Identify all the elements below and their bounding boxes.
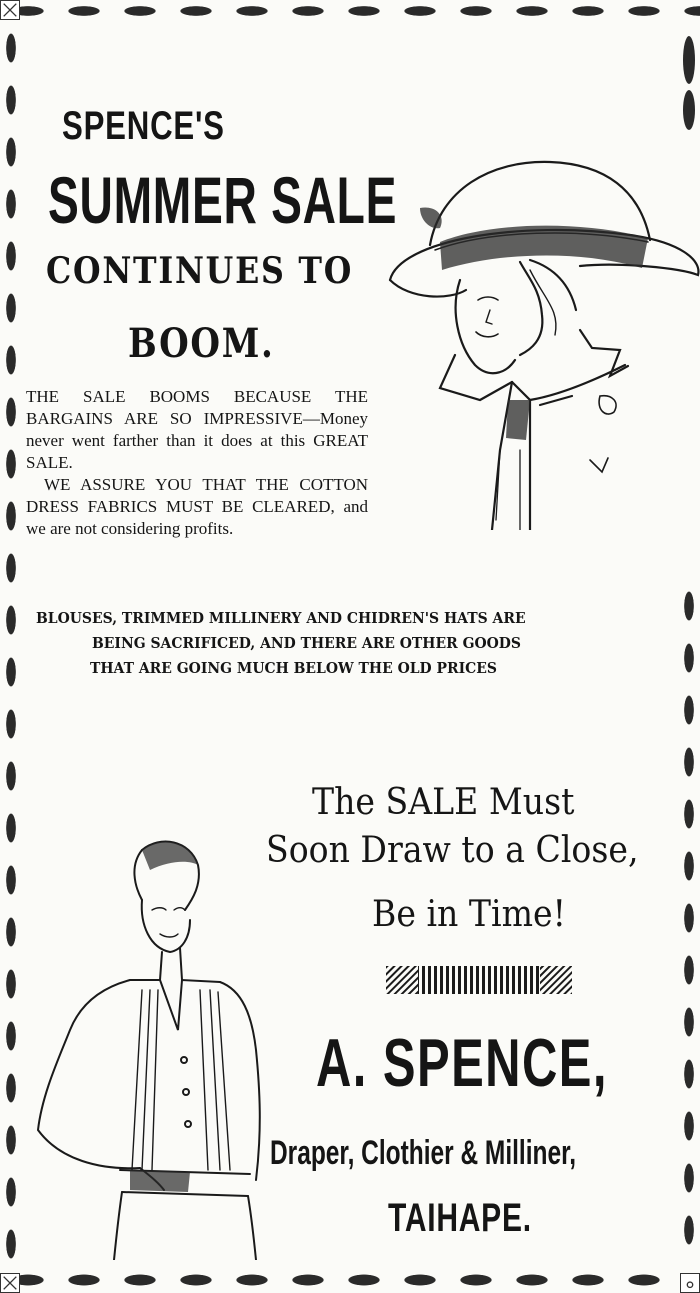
border-left-ornament (0, 22, 22, 1267)
store-town: TAIHAPE. (388, 1196, 532, 1240)
store-trades: Draper, Clothier & Milliner, (270, 1134, 577, 1172)
headline-summer-sale: SUMMER SALE (48, 163, 398, 237)
hatched-divider (386, 966, 572, 994)
border-right-ornament (678, 580, 700, 1267)
corner-ornament-icon (0, 0, 20, 20)
blouses-announcement (30, 606, 670, 681)
corner-ornament-icon (680, 1273, 700, 1293)
border-right-top-ornament-icon (680, 30, 698, 130)
body-copy (26, 386, 368, 540)
closing-line: The SALE Must (312, 782, 575, 823)
announcement-line: THAT ARE GOING MUCH BELOW THE OLD PRICES (90, 659, 497, 677)
closing-line: Soon Draw to a Close, (266, 830, 639, 871)
closing-line: Be in Time! (372, 894, 566, 935)
announcement-line: BLOUSES, TRIMMED MILLINERY AND CHIDREN'S HATS ARE (36, 609, 526, 627)
woman-in-blouse-illustration (30, 830, 270, 1260)
border-top-ornament (0, 0, 700, 22)
headline-boom: BOOM. (128, 320, 275, 367)
border-bottom-ornament (0, 1267, 700, 1293)
woman-in-hat-illustration (380, 150, 700, 530)
body-paragraph: THE SALE BOOMS BECAUSE THE BARGAINS ARE SO IMPRESSIVE—Money never went farther than it does at this GREAT SALE. (26, 387, 368, 472)
body-paragraph: WE ASSURE YOU THAT THE COTTON DRESS FABRICS MUST BE CLEARED, and we are not considering profits. (26, 475, 368, 538)
corner-ornament-icon (0, 1273, 20, 1293)
store-name: A. SPENCE, (316, 1025, 608, 1101)
headline-continues-to: CONTINUES TO (46, 250, 354, 292)
announcement-line: BEING SACRIFICED, AND THERE ARE OTHER GOODS (92, 634, 521, 652)
headline-spences: SPENCE'S (62, 104, 225, 148)
